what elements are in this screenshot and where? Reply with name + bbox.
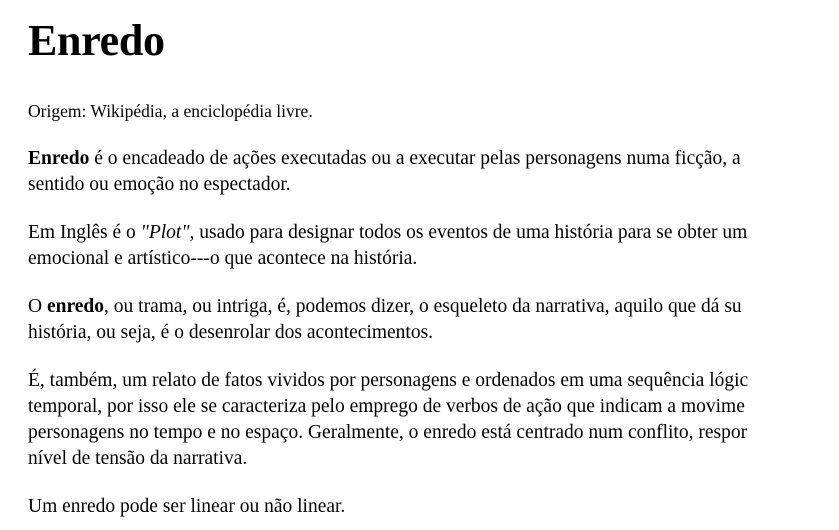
paragraph-4-line-3: personagens no tempo e no espaço. Geralmente, o enredo está centrado num conflito, respor <box>28 422 748 443</box>
paragraph-4-line-4: nível de tensão da narrativa. <box>28 448 248 469</box>
paragraph-3 <box>28 294 839 346</box>
paragraph-4-line-1: É, também, um relato de fatos vividos por personagens e ordenados em uma sequência lógic <box>28 370 749 391</box>
bold-term-enredo: Enredo <box>28 148 90 169</box>
paragraph-4-line-2: temporal, por isso ele se caracteriza pelo emprego de verbos de ação que indicam a movime <box>28 396 745 417</box>
paragraph-3-line-2: história, ou seja, é o desenrolar dos acontecimentos. <box>28 322 434 343</box>
paragraph-5 <box>28 494 839 520</box>
paragraph-3-line-1 <box>28 294 839 320</box>
paragraph-4 <box>28 368 839 472</box>
article-origin: Origem: Wikipédia, a enciclopédia livre. <box>28 101 313 121</box>
paragraph-2-line-1 <box>28 220 839 246</box>
paragraph-3-line-1-a: O <box>28 296 47 317</box>
paragraph-2-line-1-a: Em Inglês é o <box>28 222 141 243</box>
bold-term-enredo-2: enredo <box>46 296 105 317</box>
italic-term-plot: "Plot" <box>140 222 190 243</box>
paragraph-1-line-1 <box>28 146 839 172</box>
paragraph-1 <box>28 146 839 198</box>
paragraph-2-line-1-b: , usado para designar todos os eventos de uma história para se obter um <box>189 222 748 243</box>
paragraph-2 <box>28 220 839 272</box>
paragraph-5-line-1: Um enredo pode ser linear ou não linear. <box>28 496 346 517</box>
paragraph-1-line-1-text: é o encadeado de ações executadas ou a executar pelas personagens numa ficção, a <box>89 148 741 169</box>
article-title: Enredo <box>28 16 165 65</box>
article-content <box>28 0 839 520</box>
paragraph-3-line-1-b: , ou trama, ou intriga, é, podemos dizer, o esqueleto da narrativa, aquilo que dá su <box>104 296 742 317</box>
paragraph-2-line-2: emocional e artístico---o que acontece na história. <box>28 248 418 269</box>
paragraph-1-line-2: sentido ou emoção no espectador. <box>28 174 291 195</box>
